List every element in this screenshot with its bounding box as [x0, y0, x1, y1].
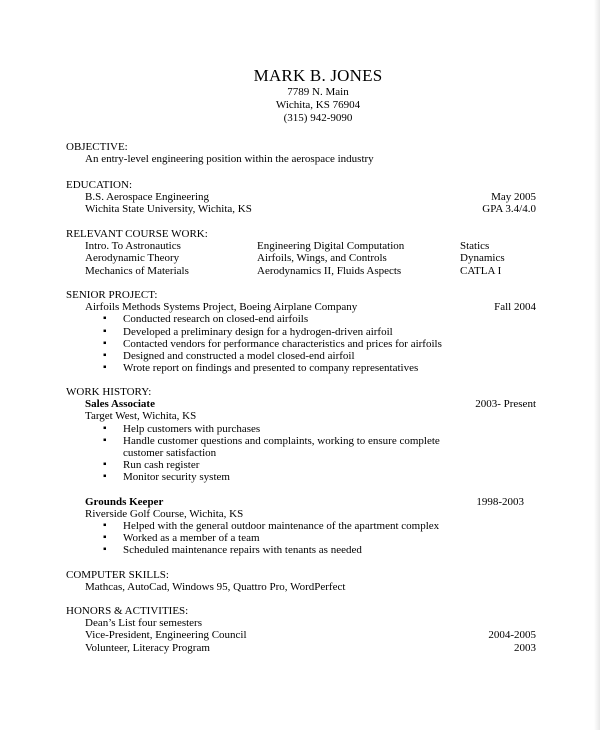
degree: B.S. Aerospace Engineering [85, 191, 210, 204]
course: Intro. To Astronautics [85, 240, 181, 253]
honor-text: Volunteer, Literacy Program [85, 641, 210, 654]
address-line-1: 7789 N. Main [287, 86, 349, 98]
course: Dynamics [460, 252, 505, 265]
education-degree-row [85, 191, 536, 203]
course: CATLA I [460, 264, 502, 277]
job-dates: 1998-2003 [476, 495, 524, 508]
coursework-row [85, 240, 536, 252]
list-item: ▪ Developed a preliminary design for a hydrogen-driven airfoil [103, 326, 536, 338]
gpa: GPA 3.4/4.0 [482, 203, 536, 216]
section-title-education: EDUCATION: [66, 179, 132, 191]
honors-section [66, 605, 536, 654]
project-bullet-list [103, 313, 536, 374]
section-title-computer-skills: COMPUTER SKILLS: [66, 569, 169, 581]
section-title-coursework: RELEVANT COURSE WORK: [66, 228, 208, 240]
course: Mechanics of Materials [85, 264, 189, 277]
school: Wichita State University, Wichita, KS [85, 203, 252, 216]
course: Aerodynamic Theory [85, 252, 180, 265]
job-role: Sales Associate [85, 398, 155, 411]
job-bullet-list [103, 520, 536, 557]
objective-section [66, 141, 536, 165]
senior-project-section [66, 289, 536, 374]
computer-skills-text: Mathcas, AutoCad, Windows 95, Quattro Pro, WordPerfect [85, 581, 346, 594]
phone-number: (315) 942-9090 [283, 112, 353, 124]
list-item: ▪ Designed and constructed a model closed-end airfoil [103, 350, 536, 362]
list-item: ▪ Handle customer questions and complaints, working to ensure complete customer satisfaction [103, 435, 463, 459]
honors-row [85, 629, 536, 641]
list-item: ▪ Run cash register [103, 459, 463, 471]
honor-text: Dean’s List four semesters [85, 617, 202, 630]
education-section [66, 179, 536, 216]
list-item: ▪ Worked as a member of a team [103, 532, 536, 544]
job-bullet-list [103, 423, 463, 484]
job-employer: Riverside Golf Course, Wichita, KS [85, 507, 244, 520]
section-title-senior-project: SENIOR PROJECT: [66, 289, 158, 301]
degree-date: May 2005 [491, 191, 536, 204]
list-item: ▪ Conducted research on closed-end airfoils [103, 313, 536, 325]
course: Statics [460, 240, 490, 253]
course: Aerodynamics II, Fluids Aspects [257, 264, 402, 277]
honors-row [85, 642, 536, 654]
list-item: ▪ Helped with the general outdoor maintenance of the apartment complex [103, 520, 536, 532]
list-item: ▪ Monitor security system [103, 471, 463, 483]
honor-date: 2004-2005 [488, 629, 536, 642]
project-name: Airfoils Methods Systems Project, Boeing Airplane Company [85, 301, 358, 314]
list-item: ▪ Contacted vendors for performance characteristics and prices for airfoils [103, 338, 536, 350]
list-item: ▪ Wrote report on findings and presented to company representatives [103, 362, 536, 374]
job-title-row [85, 398, 536, 410]
section-title-objective: OBJECTIVE: [66, 141, 128, 153]
honor-text: Vice-President, Engineering Council [85, 629, 247, 642]
job-role: Grounds Keeper [85, 495, 164, 508]
objective-text: An entry-level engineering position within the aerospace industry [85, 153, 374, 166]
job-title-row [85, 496, 536, 508]
job-employer: Target West, Wichita, KS [85, 410, 197, 423]
job-dates: 2003- Present [475, 398, 536, 411]
education-school-row [85, 203, 536, 215]
project-date: Fall 2004 [494, 301, 536, 314]
course: Airfoils, Wings, and Controls [257, 252, 387, 265]
coursework-row [85, 265, 536, 277]
course: Engineering Digital Computation [257, 240, 405, 253]
honors-row [85, 617, 536, 629]
honor-date: 2003 [514, 641, 536, 654]
list-item: ▪ Help customers with purchases [103, 423, 463, 435]
coursework-section [66, 228, 536, 277]
work-history-section [66, 386, 536, 557]
computer-skills-section [66, 569, 536, 593]
project-row [85, 301, 536, 313]
section-title-honors: HONORS & ACTIVITIES: [66, 605, 189, 617]
resume-header [0, 66, 600, 125]
list-item: ▪ Scheduled maintenance repairs with tenants as needed [103, 544, 536, 556]
section-title-work-history: WORK HISTORY: [66, 386, 152, 398]
address-line-2: Wichita, KS 76904 [275, 99, 361, 111]
candidate-name: MARK B. JONES [253, 66, 383, 85]
coursework-row [85, 252, 536, 264]
